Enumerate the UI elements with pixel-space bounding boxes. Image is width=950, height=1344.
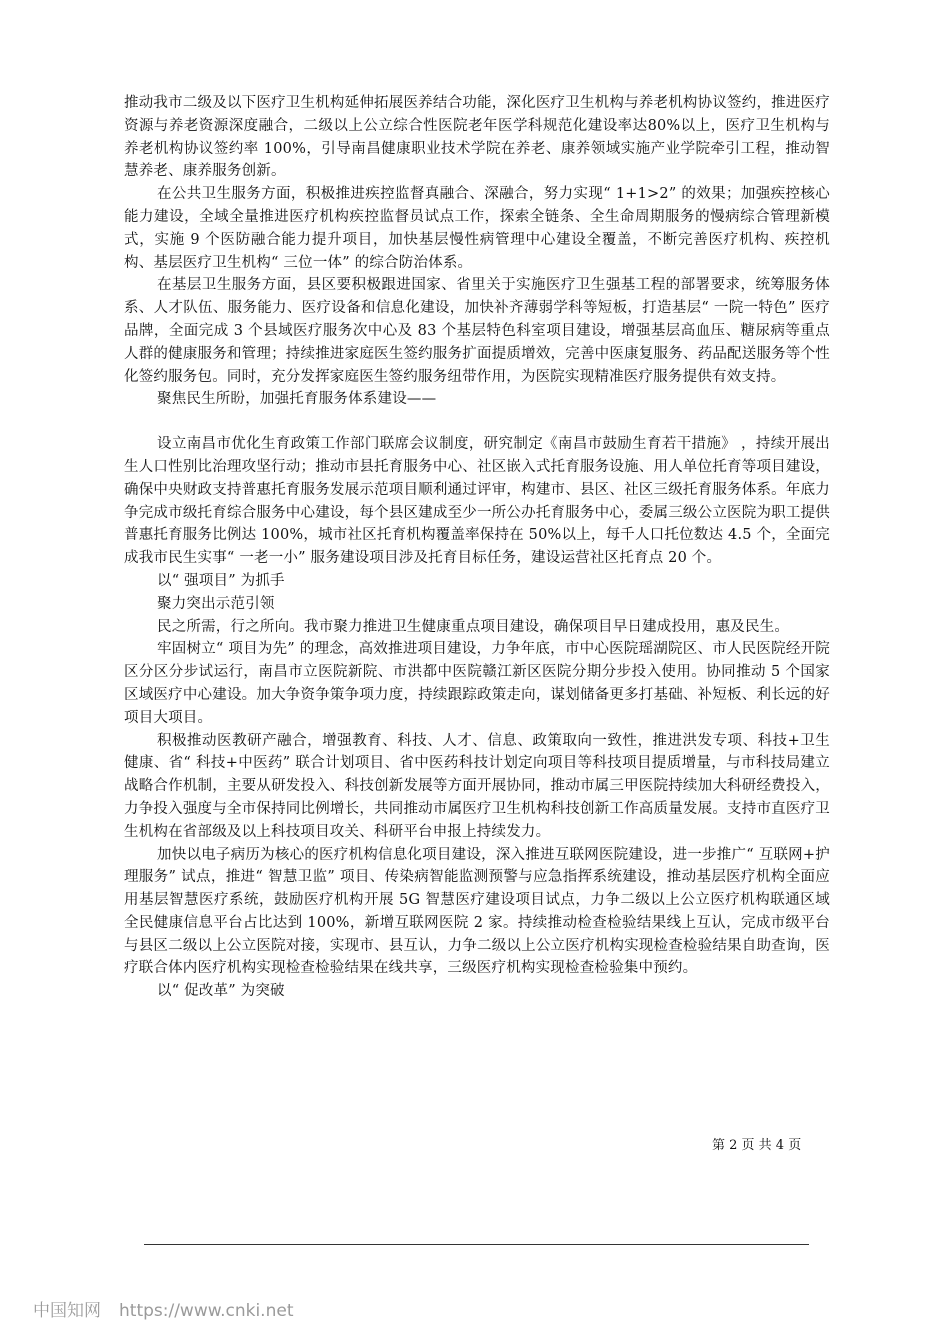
section-heading: 以“ 强项目” 为抓手 (157, 572, 285, 589)
document-body (124, 92, 830, 1003)
blank-line (124, 411, 830, 433)
section-heading: 以“ 促改革” 为突破 (157, 983, 285, 1000)
body-paragraph: 加快以电子病历为核心的医疗机构信息化项目建设，深入推进互联网医院建设，进一步推广“ 互联网+护理服务” 试点，推进“ 智慧卫监” 项目、传染病智能监测预警与应急指挥系统建设，推动基层医疗机构全面应用基层智慧医疗系统，鼓励医疗机构开展 5G 智慧医疗建设项目试点，力争二级以上公立医疗机构联通区域全民健康信息平台占比达到 100%，新增互联网医院 2 家。持续推动检查检验结果线上互认，完成市级平台与县区二级以上公立医院对接，实现市、县互认，力争二级以上公立医疗机构实现检查检验结果自助查询，医疗联合体内医疗机构实现检查检验结果在线共享，三级医疗机构实现检查检验集中预约。 (124, 846, 830, 977)
body-paragraph: 牢固树立“ 项目为先” 的理念，高效推进项目建设，力争年底，市中心医院瑶湖院区、市人民医院经开院区分区分步试运行，南昌市立医院新院、市洪都中医院赣江新区医院分期分步投入使用。协同推动 5 个国家区域医疗中心建设。加大争资争策争项力度，持续跟踪政策走向，谋划储备更多打基础、补短板、利长远的好项目大项目。 (124, 641, 830, 726)
page-number: 第 2 页 共 4 页 (712, 1138, 802, 1153)
watermark-brand: 中国知网 (33, 1301, 101, 1321)
footer-divider (144, 1244, 809, 1245)
body-paragraph: 在基层卫生服务方面，县区要积极跟进国家、省里关于实施医疗卫生强基工程的部署要求，统筹服务体系、人才队伍、服务能力、医疗设备和信息化建设，加快补齐薄弱学科等短板，打造基层“ 一院一特色” 医疗品牌，全面完成 3 个县域医疗服务次中心及 83 个基层特色科室项目建设，增强基层高血压、糖尿病等重点人群的健康服务和管理；持续推进家庭医生签约服务扩面提质增效，完善中医康复服务、药品配送服务等个性化签约服务包。同时，充分发挥家庭医生签约服务纽带作用，为医院实现精准医疗服务提供有效支持。 (124, 277, 830, 385)
cnki-watermark (33, 1296, 293, 1321)
section-heading: 聚焦民生所盼，加强托育服务体系建设—— (157, 391, 437, 408)
section-subheading: 聚力突出示范引领 (157, 595, 275, 612)
body-paragraph: 设立南昌市优化生育政策工作部门联席会议制度，研究制定《南昌市鼓励生育若干措施》 ，持续开展出生人口性别比治理攻坚行动；推动市县托育服务中心、社区嵌入式托育服务设施、用人单位托育等项目建设，确保中央财政支持普惠托育服务发展示范项目顺利通过评审，构建市、县区、社区三级托育服务体系。年底力争完成市级托育综合服务中心建设，每个县区建成至少一所公办托育服务中心，委属三级公立医院为职工提供普惠托育服务比例达 100%，城市社区托育机构覆盖率保持在 50%以上，每千人口托位数达 4.5 个，全面完成我市民生实事“ 一老一小” 服务建设项目涉及托育目标任务，建设运营社区托育点 20 个。 (124, 436, 830, 567)
watermark-url: https://www.cnki.net (119, 1301, 294, 1321)
body-paragraph: 民之所需，行之所向。我市聚力推进卫生健康重点项目建设，确保项目早日建成投用，惠及民生。 (157, 618, 790, 635)
body-paragraph: 推动我市二级及以下医疗卫生机构延伸拓展医养结合功能，深化医疗卫生机构与养老机构协议签约，推进医疗资源与养老资源深度融合，二级以上公立综合性医院老年医学科规范化建设率达80%以上，医疗卫生机构与养老机构协议签约率 100%，引导南昌健康职业技术学院在养老、康养领域实施产业学院牵引工程，推动智慧养老、康养服务创新。 (124, 95, 830, 180)
body-paragraph: 积极推动医教研产融合，增强教育、科技、人才、信息、政策取向一致性，推进洪发专项、科技+卫生健康、省“ 科技+中医药” 联合计划项目、省中医药科技计划定向项目等科技项目提质增量，与市科技局建立战略合作机制，主要从研发投入、科技创新发展等方面开展协同，推动市属三甲医院持续加大科研经费投入，力争投入强度与全市保持同比例增长，共同推动市属医疗卫生机构科技创新工作高质量发展。支持市直医疗卫生机构在省部级及以上科技项目攻关、科研平台申报上持续发力。 (124, 732, 830, 840)
body-paragraph: 在公共卫生服务方面，积极推进疾控监督真融合、深融合，努力实现“ 1+1>2” 的效果；加强疾控核心能力建设，全域全量推进医疗机构疾控监督员试点工作，探索全链条、全生命周期服务的慢病综合管理新模式，实施 9 个医防融合能力提升项目，加快基层慢性病管理中心建设全覆盖，不断完善医疗机构、疾控机构、基层医疗卫生机构“ 三位一体” 的综合防治体系。 (124, 186, 830, 271)
